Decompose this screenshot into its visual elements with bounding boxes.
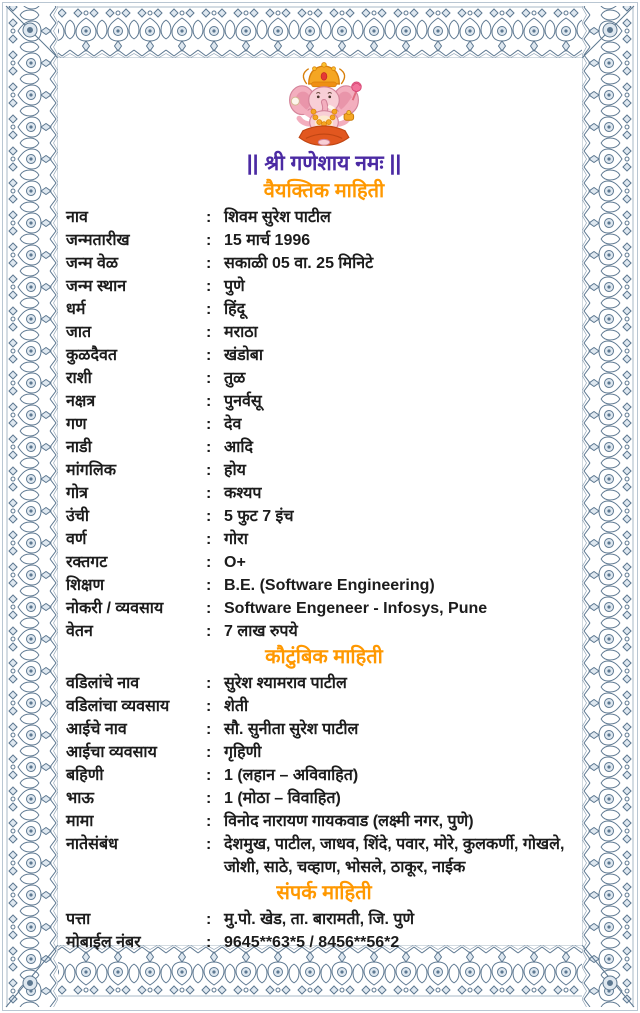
colon-separator: : [206,698,212,715]
field-value: 7 लाख रुपये [224,623,298,640]
field-value: 15 मार्च 1996 [224,232,311,249]
info-row [66,206,582,229]
section-title-personal: वैयक्तिक माहिती [263,180,385,202]
field-label: वडिलांचा व्यवसाय [66,698,170,715]
field-label: नक्षत्र [66,393,96,410]
colon-separator: : [206,278,212,295]
colon-separator: : [206,255,212,272]
field-value: Software Engeneer - Infosys, Pune [224,600,488,617]
colon-separator: : [206,911,212,928]
field-label: राशी [66,370,92,387]
info-row [66,551,582,574]
field-label: वेतन [66,623,93,640]
info-row [66,695,582,718]
field-label: मांगलिक [66,462,117,479]
info-row [66,413,582,436]
info-row [66,390,582,413]
info-row [66,833,582,879]
field-label: नाव [66,209,88,226]
colon-separator: : [206,767,212,784]
field-label: पत्ता [66,911,91,928]
info-row [66,597,582,620]
field-label: मामा [66,813,94,830]
field-value: तुळ [224,370,246,387]
colon-separator: : [206,347,212,364]
field-value: गोरा [224,531,248,548]
info-row [66,764,582,787]
info-row [66,528,582,551]
field-label: जन्म वेळ [66,255,119,272]
colon-separator: : [206,721,212,738]
info-row [66,672,582,695]
info-row [66,482,582,505]
field-value: O+ [224,554,246,571]
field-value: 1 (लहान – अविवाहित) [224,767,359,784]
contact-rows [66,908,582,954]
colon-separator: : [206,744,212,761]
info-row [66,931,582,954]
field-label: रक्तगट [66,554,108,571]
field-value: होय [224,462,246,479]
info-row [66,252,582,275]
field-value: गृहिणी [224,744,262,761]
colon-separator: : [206,324,212,341]
info-row [66,321,582,344]
field-value: पुणे [224,278,245,295]
field-value: B.E. (Software Engineering) [224,577,435,594]
field-value: खंडोबा [224,347,264,364]
colon-separator: : [206,393,212,410]
info-row [66,229,582,252]
field-label: नोकरी / व्यवसाय [66,600,164,617]
colon-separator: : [206,531,212,548]
field-value: 1 (मोठा – विवाहित) [224,790,341,807]
info-row [66,787,582,810]
field-value: 5 फुट 7 इंच [224,508,294,525]
colon-separator: : [206,790,212,807]
colon-separator: : [206,370,212,387]
invocation-line: || श्री गणेशाय नमः || [246,152,402,175]
colon-separator: : [206,813,212,830]
colon-separator: : [206,485,212,502]
field-label: जन्म स्थान [66,278,127,295]
field-value: मराठा [224,324,258,341]
info-row [66,574,582,597]
field-label: उंची [66,508,90,525]
field-label: मोबाईल नंबर [66,934,141,951]
field-label: नाडी [66,439,92,456]
field-value: हिंदू [224,301,246,318]
info-row [66,298,582,321]
field-value: सौ. सुनीता सुरेश पाटील [224,721,359,738]
colon-separator: : [206,554,212,571]
colon-separator: : [206,934,212,951]
colon-separator: : [206,675,212,692]
info-row [66,620,582,643]
field-label: जन्मतारीख [66,232,130,249]
field-label: गण [66,416,87,433]
info-row [66,908,582,931]
field-label: शिक्षण [66,577,105,594]
field-value: 9645**63*5 / 8456**56*2 [224,934,400,951]
colon-separator: : [206,462,212,479]
field-label: आईचा व्यवसाय [66,744,157,761]
info-row [66,810,582,833]
info-row [66,459,582,482]
field-value: पुनर्वसू [224,393,262,410]
biodata-content [58,58,582,951]
field-value: सकाळी 05 वा. 25 मिनिटे [224,255,374,272]
info-row [66,275,582,298]
colon-separator: : [206,301,212,318]
field-label: धर्म [66,301,86,318]
field-label: गोत्र [66,485,88,502]
colon-separator: : [206,209,212,226]
field-label: बहिणी [66,767,104,784]
field-label: वर्ण [66,531,87,548]
info-row [66,741,582,764]
colon-separator: : [206,439,212,456]
field-value: सुरेश श्यामराव पाटील [224,675,347,692]
section-title-contact: संपर्क माहिती [276,882,372,904]
section-title-family: कौटुंबिक माहिती [265,646,383,668]
colon-separator: : [206,836,212,853]
field-value: शिवम सुरेश पाटील [224,209,331,226]
field-label: कुळदैवत [66,347,117,364]
field-label: जात [66,324,92,341]
field-value: शेती [224,698,249,715]
field-value: विनोद नारायण गायकवाड (लक्ष्मी नगर, पुणे) [224,813,474,830]
field-label: वडिलांचे नाव [66,675,140,692]
personal-rows [66,206,582,643]
info-row [66,367,582,390]
colon-separator: : [206,508,212,525]
info-row [66,436,582,459]
info-row [66,718,582,741]
info-row [66,505,582,528]
field-value: देशमुख, पाटील, जाधव, शिंदे, पवार, मोरे, कुलकर्णी, गोखले, जोशी, साठे, चव्हाण, भोसले, ठाकूर, नाईक [224,836,565,876]
info-row [66,344,582,367]
field-value: देव [224,416,242,433]
colon-separator: : [206,600,212,617]
colon-separator: : [206,416,212,433]
field-value: कश्यप [224,485,262,502]
colon-separator: : [206,577,212,594]
field-label: आईचे नाव [66,721,127,738]
colon-separator: : [206,232,212,249]
field-label: नातेसंबंध [66,836,118,853]
field-value: आदि [224,439,253,456]
colon-separator: : [206,623,212,640]
field-label: भाऊ [66,790,94,807]
family-rows [66,672,582,879]
ganesha-icon [66,61,582,149]
field-value: मु.पो. खेड, ता. बारामती, जि. पुणे [224,911,415,928]
